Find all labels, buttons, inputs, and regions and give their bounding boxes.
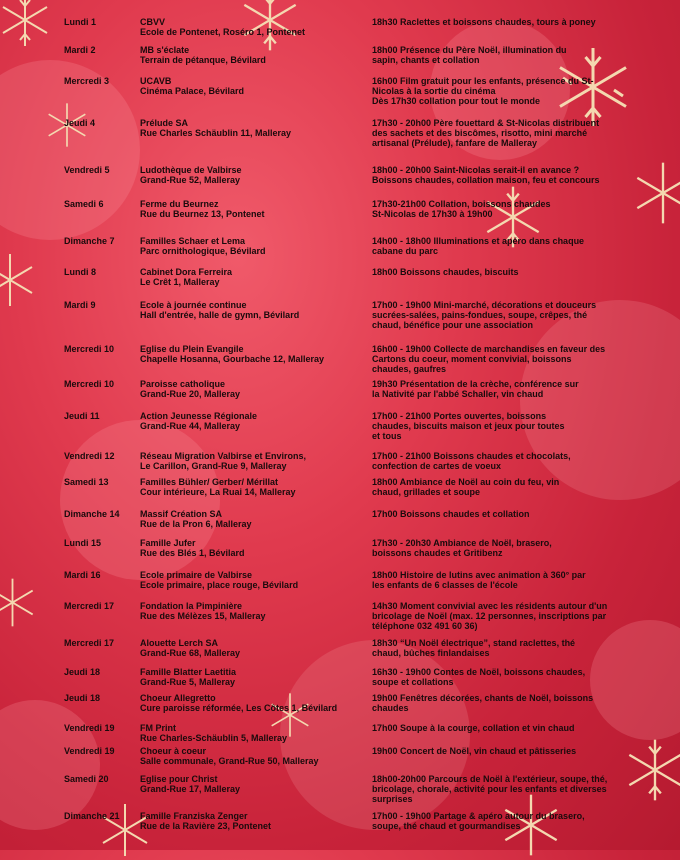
row-description: 19h00 Concert de Noël, vin chaud et pâtisseries [372, 746, 577, 756]
row-description: 18h00 Histoire de lutins avec animation à 360° par les enfants de 6 classes de l'école [372, 570, 586, 590]
row-description: 17h00 - 19h00 Mini-marché, décorations et douceurs sucrées-salées, pains-fondues, soupe, crêpes, thé chaud, bénéfice pour une association [372, 300, 597, 330]
row-day: Samedi 20 [64, 774, 109, 784]
row-host: FM Print Rue Charles-Schäublin 5, Malleray [140, 723, 288, 743]
row-description: 17h30 - 20h00 Père fouettard & St-Nicolas distribuent des sachets et des biscômes, risotto, mini marché artisanal (Prélude), fanfare de Malleray [372, 118, 600, 148]
row-host: Fondation la Pimpinière Rue des Mélèzes 15, Malleray [140, 601, 266, 621]
row-description: 17h00 - 19h00 Partage & apéro autour du brasero, soupe, thé chaud et gourmandises [372, 811, 585, 831]
row-description: 17h30-21h00 Collation, boissons chaudes St-Nicolas de 17h30 à 19h00 [372, 199, 551, 219]
row-host: Familles Bühler/ Gerber/ Mérillat Cour intérieure, La Ruai 14, Malleray [140, 477, 296, 497]
row-description: 18h00 Ambiance de Noël au coin du feu, vin chaud, grillades et soupe [372, 477, 560, 497]
row-host: CBVV Ecole de Pontenet, Roséro 1, Pontenet [140, 17, 306, 37]
row-host: Ecole à journée continue Hall d'entrée, halle de gymn, Bévilard [140, 300, 300, 320]
row-day: Mardi 9 [64, 300, 96, 310]
row-host: Eglise du Plein Evangile Chapelle Hosanna, Gourbache 12, Malleray [140, 344, 325, 364]
row-host: Alouette Lerch SA Grand-Rue 68, Malleray [140, 638, 241, 658]
row-day: Mercredi 10 [64, 344, 115, 354]
row-day: Mercredi 17 [64, 601, 115, 611]
row-host: Famille Franziska Zenger Rue de la Ravière 23, Pontenet [140, 811, 272, 831]
row-day: Dimanche 21 [64, 811, 120, 821]
row-description: 16h00 - 19h00 Collecte de marchandises en faveur des Cartons du coeur, moment convivial, boissons chaudes, gaufres [372, 344, 606, 374]
row-description: 16h30 - 19h00 Contes de Noël, boissons chaudes, soupe et collations [372, 667, 586, 687]
row-day: Jeudi 18 [64, 693, 101, 703]
row-host: MB s'éclate Terrain de pétanque, Bévilard [140, 45, 266, 65]
row-day: Lundi 15 [64, 538, 102, 548]
row-host: Paroisse catholique Grand-Rue 20, Malleray [140, 379, 241, 399]
row-day: Vendredi 5 [64, 165, 110, 175]
row-host: Action Jeunesse Régionale Grand-Rue 44, Malleray [140, 411, 258, 431]
row-day: Lundi 8 [64, 267, 96, 277]
row-day: Samedi 6 [64, 199, 104, 209]
row-day: Lundi 1 [64, 17, 96, 27]
row-day: Dimanche 14 [64, 509, 120, 519]
row-day: Dimanche 7 [64, 236, 115, 246]
row-host: Famille Blatter Laetitia Grand-Rue 5, Malleray [140, 667, 237, 687]
row-description: 16h00 Film gratuit pour les enfants, présence du St- Nicolas à la sortie du cinéma Dès 17h30 collation pour tout le monde [372, 76, 594, 106]
row-host: Choeur à coeur Salle communale, Grand-Rue 50, Malleray [140, 746, 319, 766]
row-day: Mercredi 17 [64, 638, 115, 648]
row-description: 19h00 Fenêtres décorées, chants de Noël, boissons chaudes [372, 693, 594, 713]
row-host: Choeur Allegretto Cure paroisse réformée, Les Côtes 1, Bévilard [140, 693, 338, 713]
row-day: Vendredi 19 [64, 746, 115, 756]
row-description: 17h00 - 21h00 Portes ouvertes, boissons chaudes, biscuits maison et jeux pour toutes et tous [372, 411, 565, 441]
row-description: 18h30 Raclettes et boissons chaudes, tours à poney [372, 17, 596, 27]
row-description: 17h00 Boissons chaudes et collation [372, 509, 530, 519]
row-description: 18h00 Boissons chaudes, biscuits [372, 267, 519, 277]
row-description: 17h00 Soupe à la courge, collation et vin chaud [372, 723, 575, 733]
row-day: Jeudi 18 [64, 667, 101, 677]
row-description: 14h30 Moment convivial avec les résidents autour d'un bricolage de Noël (max. 12 personnes, inscriptions par téléphone 032 491 60 36) [372, 601, 608, 631]
row-day: Jeudi 11 [64, 411, 100, 421]
row-host: Massif Création SA Rue de la Pron 6, Malleray [140, 509, 252, 529]
row-description: 18h30 “Un Noël électrique”, stand raclettes, thé chaud, bûches finlandaises [372, 638, 576, 658]
row-day: Jeudi 4 [64, 118, 96, 128]
row-day: Mercredi 10 [64, 379, 115, 389]
row-host: Eglise pour Christ Grand-Rue 17, Malleray [140, 774, 241, 794]
row-description: 17h30 - 20h30 Ambiance de Noël, brasero, boissons chaudes et Gritibenz [372, 538, 552, 558]
row-day: Vendredi 12 [64, 451, 115, 461]
row-day: Samedi 13 [64, 477, 109, 487]
row-host: Familles Schaer et Lema Parc ornithologique, Bévilard [140, 236, 266, 256]
row-day: Mardi 2 [64, 45, 96, 55]
row-description: 18h00 - 20h00 Saint-Nicolas serait-il en avance ? Boissons chaudes, collation maison, feu et concours [372, 165, 600, 185]
row-description: 18h00-20h00 Parcours de Noël à l'extérieur, soupe, thé, bricolage, chorale, activité pour les enfants et diverses surprises [372, 774, 608, 804]
row-host: Cabinet Dora Ferreira Le Crêt 1, Malleray [140, 267, 233, 287]
row-host: Prélude SA Rue Charles Schäublin 11, Malleray [140, 118, 292, 138]
row-description: 19h30 Présentation de la crèche, conférence sur la Nativité par l'abbé Schaller, vin chaud [372, 379, 579, 399]
row-host: Ecole primaire de Valbirse Ecole primaire, place rouge, Bévilard [140, 570, 299, 590]
row-description: 14h00 - 18h00 Illuminations et apéro dans chaque cabane du parc [372, 236, 585, 256]
row-day: Mardi 16 [64, 570, 101, 580]
row-description: 18h00 Présence du Père Noël, illumination du sapin, chants et collation [372, 45, 567, 65]
row-host: Famille Jufer Rue des Blés 1, Bévilard [140, 538, 245, 558]
row-host: Ludothèque de Valbirse Grand-Rue 52, Malleray [140, 165, 242, 185]
row-host: Ferme du Beurnez Rue du Beurnez 13, Pontenet [140, 199, 265, 219]
row-host: Réseau Migration Valbirse et Environs, Le Carillon, Grand-Rue 9, Malleray [140, 451, 307, 471]
row-host: UCAVB Cinéma Palace, Bévilard [140, 76, 245, 96]
row-day: Mercredi 3 [64, 76, 110, 86]
row-description: 17h00 - 21h00 Boissons chaudes et chocolats, confection de cartes de voeux [372, 451, 571, 471]
row-day: Vendredi 19 [64, 723, 115, 733]
